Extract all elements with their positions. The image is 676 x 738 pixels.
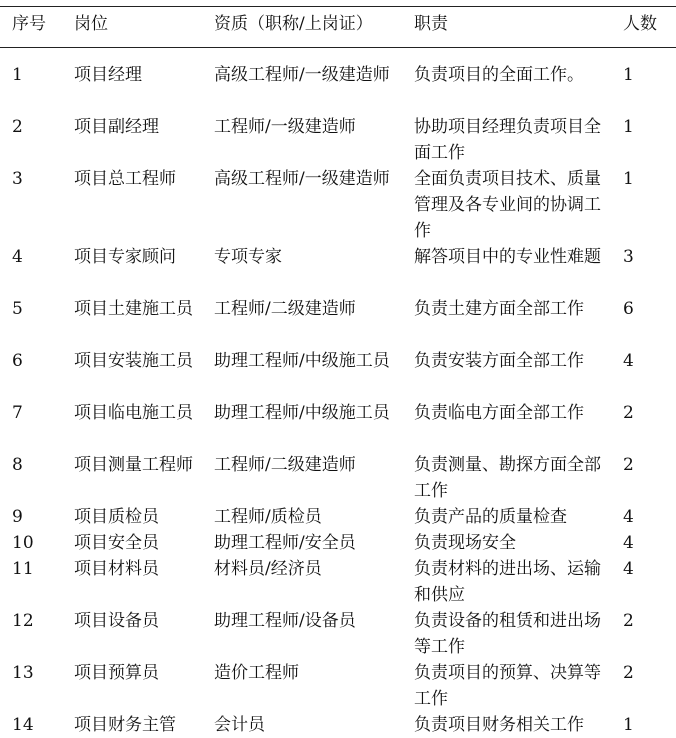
table-row xyxy=(0,660,676,712)
row-count: 3 xyxy=(623,247,634,267)
row-count: 2 xyxy=(623,663,634,683)
row-post: 项目设备员 xyxy=(74,611,159,631)
row-count: 2 xyxy=(623,611,634,631)
row-duty: 负责项目的预算、决算等工作 xyxy=(414,663,601,709)
table-row xyxy=(0,400,676,452)
row-count: 1 xyxy=(623,169,634,189)
row-qualification: 高级工程师/一级建造师 xyxy=(214,169,390,189)
row-qualification: 工程师/二级建造师 xyxy=(214,299,356,319)
row-post: 项目总工程师 xyxy=(74,169,176,189)
row-no: 6 xyxy=(12,351,23,371)
row-post: 项目临电施工员 xyxy=(74,403,193,423)
row-duty: 负责项目财务相关工作 xyxy=(414,715,584,735)
row-qualification: 工程师/二级建造师 xyxy=(214,455,356,475)
row-duty: 负责安装方面全部工作 xyxy=(414,351,584,371)
row-post: 项目测量工程师 xyxy=(74,455,193,475)
row-post: 项目经理 xyxy=(74,65,142,85)
row-no: 12 xyxy=(12,611,34,631)
table-row xyxy=(0,244,676,296)
row-count: 1 xyxy=(623,117,634,137)
row-duty: 负责设备的租赁和进出场等工作 xyxy=(414,611,601,657)
row-qualification: 专项专家 xyxy=(214,247,282,267)
row-no: 11 xyxy=(12,559,34,579)
row-qualification: 造价工程师 xyxy=(214,663,299,683)
row-no: 5 xyxy=(12,299,23,319)
row-post: 项目土建施工员 xyxy=(74,299,193,319)
row-qualification: 高级工程师/一级建造师 xyxy=(214,65,390,85)
row-post: 项目财务主管 xyxy=(74,715,176,735)
table-row xyxy=(0,114,676,166)
row-qualification: 助理工程师/安全员 xyxy=(214,533,356,553)
row-duty: 负责产品的质量检查 xyxy=(414,507,567,527)
row-no: 1 xyxy=(12,65,23,85)
row-no: 10 xyxy=(12,533,34,553)
table-row xyxy=(0,556,676,608)
row-post: 项目材料员 xyxy=(74,559,159,579)
header-duty: 职责 xyxy=(414,14,448,34)
table-header xyxy=(0,6,676,48)
staffing-table xyxy=(0,6,676,738)
table-row xyxy=(0,712,676,738)
row-count: 1 xyxy=(623,65,634,85)
row-duty: 负责材料的进出场、运输和供应 xyxy=(414,559,601,605)
row-no: 2 xyxy=(12,117,23,137)
row-post: 项目质检员 xyxy=(74,507,159,527)
row-duty: 全面负责项目技术、质量管理及各专业间的协调工作 xyxy=(414,169,601,241)
header-post: 岗位 xyxy=(74,14,108,34)
table-row xyxy=(0,166,676,244)
row-duty: 协助项目经理负责项目全面工作 xyxy=(414,117,601,163)
row-qualification: 材料员/经济员 xyxy=(214,559,322,579)
row-duty: 负责土建方面全部工作 xyxy=(414,299,584,319)
row-qualification: 助理工程师/中级施工员 xyxy=(214,403,390,423)
header-qualification: 资质（职称/上岗证） xyxy=(214,14,373,34)
row-no: 7 xyxy=(12,403,23,423)
row-count: 6 xyxy=(623,299,634,319)
table-row xyxy=(0,452,676,504)
row-count: 4 xyxy=(623,533,634,553)
table-row xyxy=(0,530,676,556)
row-duty: 解答项目中的专业性难题 xyxy=(414,247,601,267)
table-row xyxy=(0,296,676,348)
row-no: 4 xyxy=(12,247,23,267)
row-duty: 负责现场安全 xyxy=(414,533,516,553)
table-body xyxy=(0,48,676,738)
row-post: 项目副经理 xyxy=(74,117,159,137)
row-post: 项目专家顾问 xyxy=(74,247,176,267)
row-qualification: 会计员 xyxy=(214,715,265,735)
table-row xyxy=(0,608,676,660)
row-qualification: 工程师/质检员 xyxy=(214,507,322,527)
row-post: 项目安装施工员 xyxy=(74,351,193,371)
row-qualification: 助理工程师/设备员 xyxy=(214,611,356,631)
table-row xyxy=(0,504,676,530)
row-post: 项目预算员 xyxy=(74,663,159,683)
row-duty: 负责测量、勘探方面全部工作 xyxy=(414,455,601,501)
row-no: 8 xyxy=(12,455,23,475)
row-no: 14 xyxy=(12,715,34,735)
row-duty: 负责临电方面全部工作 xyxy=(414,403,584,423)
row-count: 2 xyxy=(623,455,634,475)
table-row xyxy=(0,62,676,114)
row-no: 9 xyxy=(12,507,23,527)
table-row xyxy=(0,348,676,400)
row-no: 3 xyxy=(12,169,23,189)
row-count: 1 xyxy=(623,715,634,735)
row-duty: 负责项目的全面工作。 xyxy=(414,65,584,85)
row-post: 项目安全员 xyxy=(74,533,159,553)
row-qualification: 工程师/一级建造师 xyxy=(214,117,356,137)
row-no: 13 xyxy=(12,663,34,683)
header-no: 序号 xyxy=(12,14,46,34)
row-count: 4 xyxy=(623,507,634,527)
row-count: 4 xyxy=(623,351,634,371)
header-count: 人数 xyxy=(623,14,657,34)
row-qualification: 助理工程师/中级施工员 xyxy=(214,351,390,371)
row-count: 4 xyxy=(623,559,634,579)
row-count: 2 xyxy=(623,403,634,423)
